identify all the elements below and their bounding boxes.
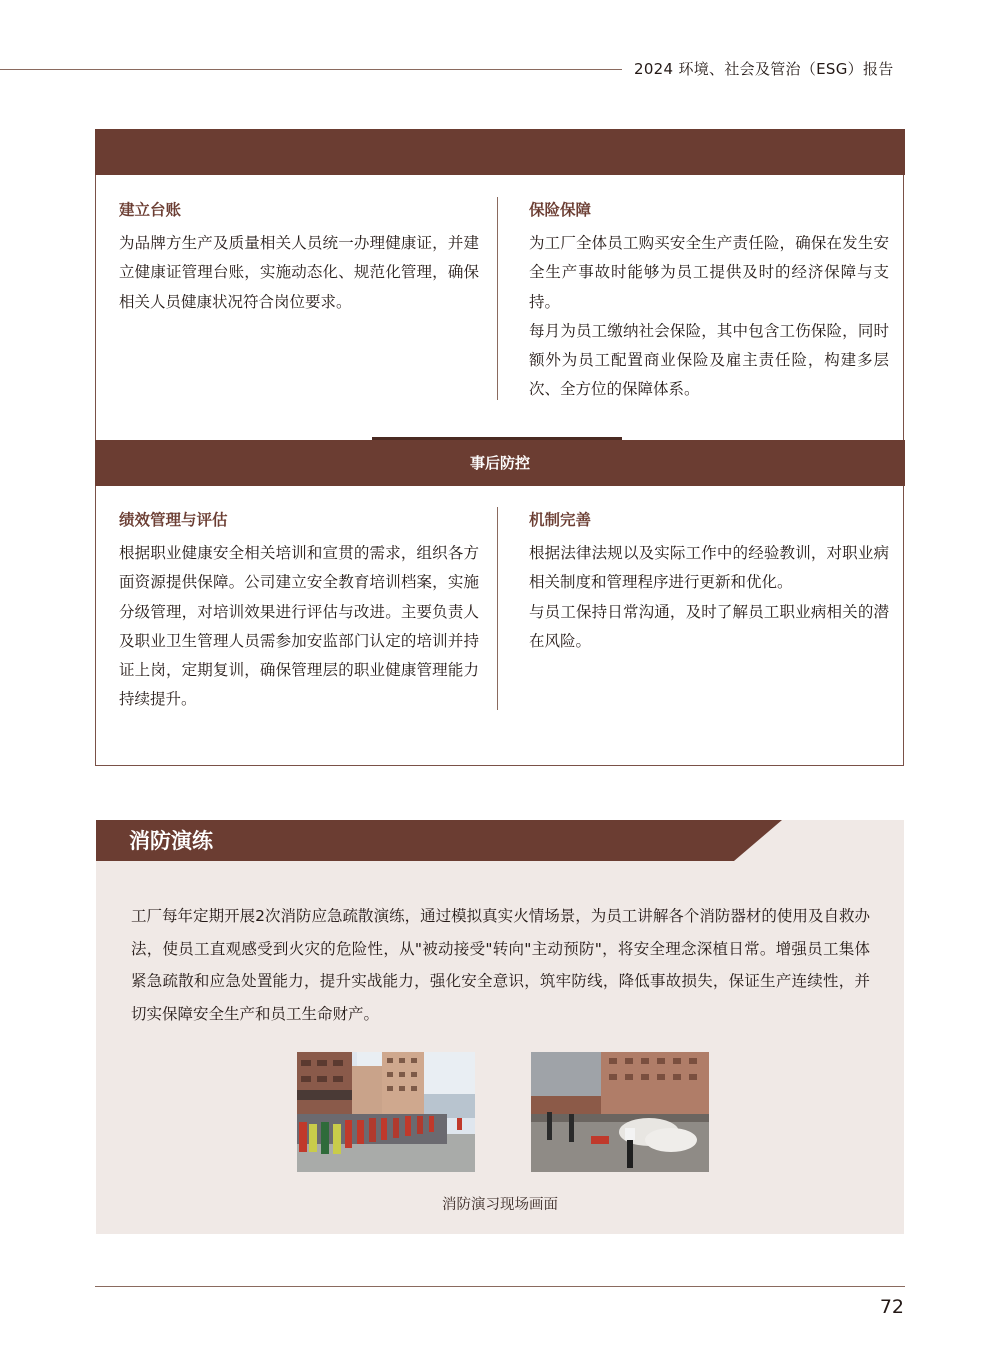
page-number: 72 <box>879 1296 904 1318</box>
block-title-mechanism: 机制完善 <box>529 511 592 529</box>
paragraph: 根据职业健康安全相关培训和宣贯的需求，组织各方面资源提供保障。公司建立安全教育培训档案，实施分级管理，对培训效果进行评估与改进。主要负责人及职业卫生管理人员需参加安监部门认定的培训并持证上岗，定期复训，确保管理层的职业健康管理能力持续提升。 <box>119 544 479 709</box>
block-text-ledger <box>119 229 479 317</box>
paragraph: 为工厂全体员工购买安全生产责任险，确保在发生安全生产事故时能够为员工提供及时的经济保障与支持。 <box>529 234 889 311</box>
post-control-label: 事后防控 <box>469 454 530 472</box>
block-title-performance: 绩效管理与评估 <box>119 511 228 529</box>
block-text-mechanism <box>529 539 889 656</box>
paragraph: 与员工保持日常沟通，及时了解员工职业病相关的潜在风险。 <box>529 602 889 650</box>
fire-drill-body: 工厂每年定期开展2次消防应急疏散演练，通过模拟真实火情场景，为员工讲解各个消防器材的使用及自救办法，使员工直观感受到火灾的危险性，从"被动接受"转向"主动预防"，将安全理念深植日常。增强员工集体紧急疏散和应急处置能力，提升实战能力，强化安全意识，筑牢防线，降低事故损失，保证生产连续性，并切实保障安全生产和员工生命财产。 <box>131 907 870 1023</box>
photo-caption: 消防演习现场画面 <box>442 1197 558 1213</box>
block-title-insurance: 保险保障 <box>529 201 592 219</box>
evacuation-photo <box>297 1052 475 1172</box>
block-text-performance <box>119 539 479 715</box>
block-title-ledger: 建立台账 <box>119 201 182 219</box>
extinguisher-demo-photo <box>531 1052 709 1172</box>
footer-rule <box>95 1286 905 1287</box>
fire-drill-title: 消防演练 <box>129 829 213 853</box>
paragraph: 为品牌方生产及质量相关人员统一办理健康证，并建立健康证管理台账，实施动态化、规范化管理，确保相关人员健康状况符合岗位要求。 <box>119 234 479 311</box>
paragraph: 根据法律法规以及实际工作中的经验教训，对职业病相关制度和管理程序进行更新和优化。 <box>529 544 889 592</box>
header-rule <box>0 69 622 70</box>
block-text-insurance <box>529 229 889 405</box>
measures-top-bar <box>95 129 905 175</box>
report-title: 2024 环境、社会及管治（ESG）报告 <box>634 60 894 78</box>
paragraph: 每月为员工缴纳社会保险，其中包含工伤保险，同时额外为员工配置商业保险及雇主责任险，构建多层次、全方位的保障体系。 <box>529 321 889 399</box>
column-divider <box>497 507 498 710</box>
column-divider <box>497 197 498 400</box>
